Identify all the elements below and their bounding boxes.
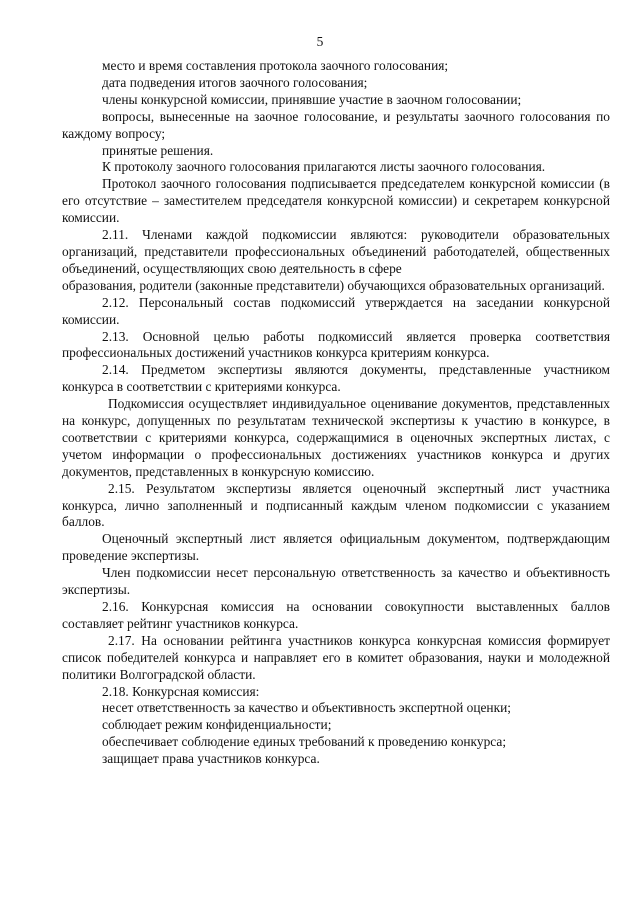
- page-number: 5: [316, 34, 324, 49]
- paragraph: 2.16. Конкурсная комиссия на основании совокупности выставленных баллов составляет рейтинг участников конкурса.: [62, 599, 610, 631]
- list-item: место и время составления протокола заочного голосования;: [102, 58, 449, 73]
- paragraph: Подкомиссия осуществляет индивидуальное оценивание документов, представленных на конкурс, допущенных по результатам технической экспертизы к участию в конкурсе, в соответствии с критериями конкурса, содержащимися в оценочных экспертных листах, с учетом информации о профессиональных достижениях участников конкурса и других документов, представленных в конкурсную комиссию.: [62, 396, 610, 479]
- paragraph: 2.11. Членами каждой подкомиссии являются: руководители образовательных организаций, представители профессиональных объединений работодателей, общественных объединений, осуществляющих свою деятельность в сфере: [62, 227, 610, 276]
- paragraph: 2.18. Конкурсная комиссия:: [102, 683, 260, 699]
- list-item: обеспечивает соблюдение единых требований к проведению конкурса;: [102, 734, 507, 750]
- paragraph: Член подкомиссии несет персональную ответственность за качество и объективность экспертизы.: [62, 565, 610, 598]
- paragraph: 2.17. На основании рейтинга участников конкурса конкурсная комиссия формирует список победителей конкурса и направляет его в комитет образования, науки и молодежной политики Волгоградской области.: [62, 632, 610, 682]
- paragraph: 2.13. Основной целью работы подкомиссий является проверка соответствия профессиональных достижений участников конкурса критериям конкурса.: [62, 328, 610, 361]
- document-body: [62, 58, 610, 768]
- paragraph: 2.14. Предметом экспертизы являются документы, представленные участником конкурса в соответствии с критериями конкурса.: [62, 362, 610, 395]
- paragraph: образования, родители (законные представители) обучающихся образовательных организаций.: [62, 277, 605, 293]
- paragraph: 2.12. Персональный состав подкомиссий утверждается на заседании конкурсной комиссии.: [62, 294, 610, 327]
- list-item: члены конкурсной комиссии, принявшие участие в заочном голосовании;: [102, 91, 522, 107]
- list-item: дата подведения итогов заочного голосования;: [102, 74, 368, 90]
- paragraph: вопросы, вынесенные на заочное голосование, и результаты заочного голосования по каждому вопросу;: [62, 108, 610, 141]
- list-item: соблюдает режим конфиденциальности;: [102, 717, 332, 733]
- list-item: принятые решения.: [102, 142, 214, 158]
- list-item: К протоколу заочного голосования прилагаются листы заочного голосования.: [102, 159, 546, 175]
- list-item: несет ответственность за качество и объективность экспертной оценки;: [102, 700, 511, 716]
- paragraph: Оценочный экспертный лист является официальным документом, подтверждающим проведение экспертизы.: [62, 531, 610, 564]
- paragraph: Протокол заочного голосования подписывается председателем конкурсной комиссии (в его отсутствие – заместителем председателя конкурсной комиссии) и секретарем конкурсной комиссии.: [62, 176, 610, 226]
- list-item: защищает права участников конкурса.: [102, 751, 320, 767]
- paragraph: 2.15. Результатом экспертизы является оценочный экспертный лист участника конкурса, лично заполненный и подписанный каждым членом подкомиссии с указанием баллов.: [62, 480, 610, 530]
